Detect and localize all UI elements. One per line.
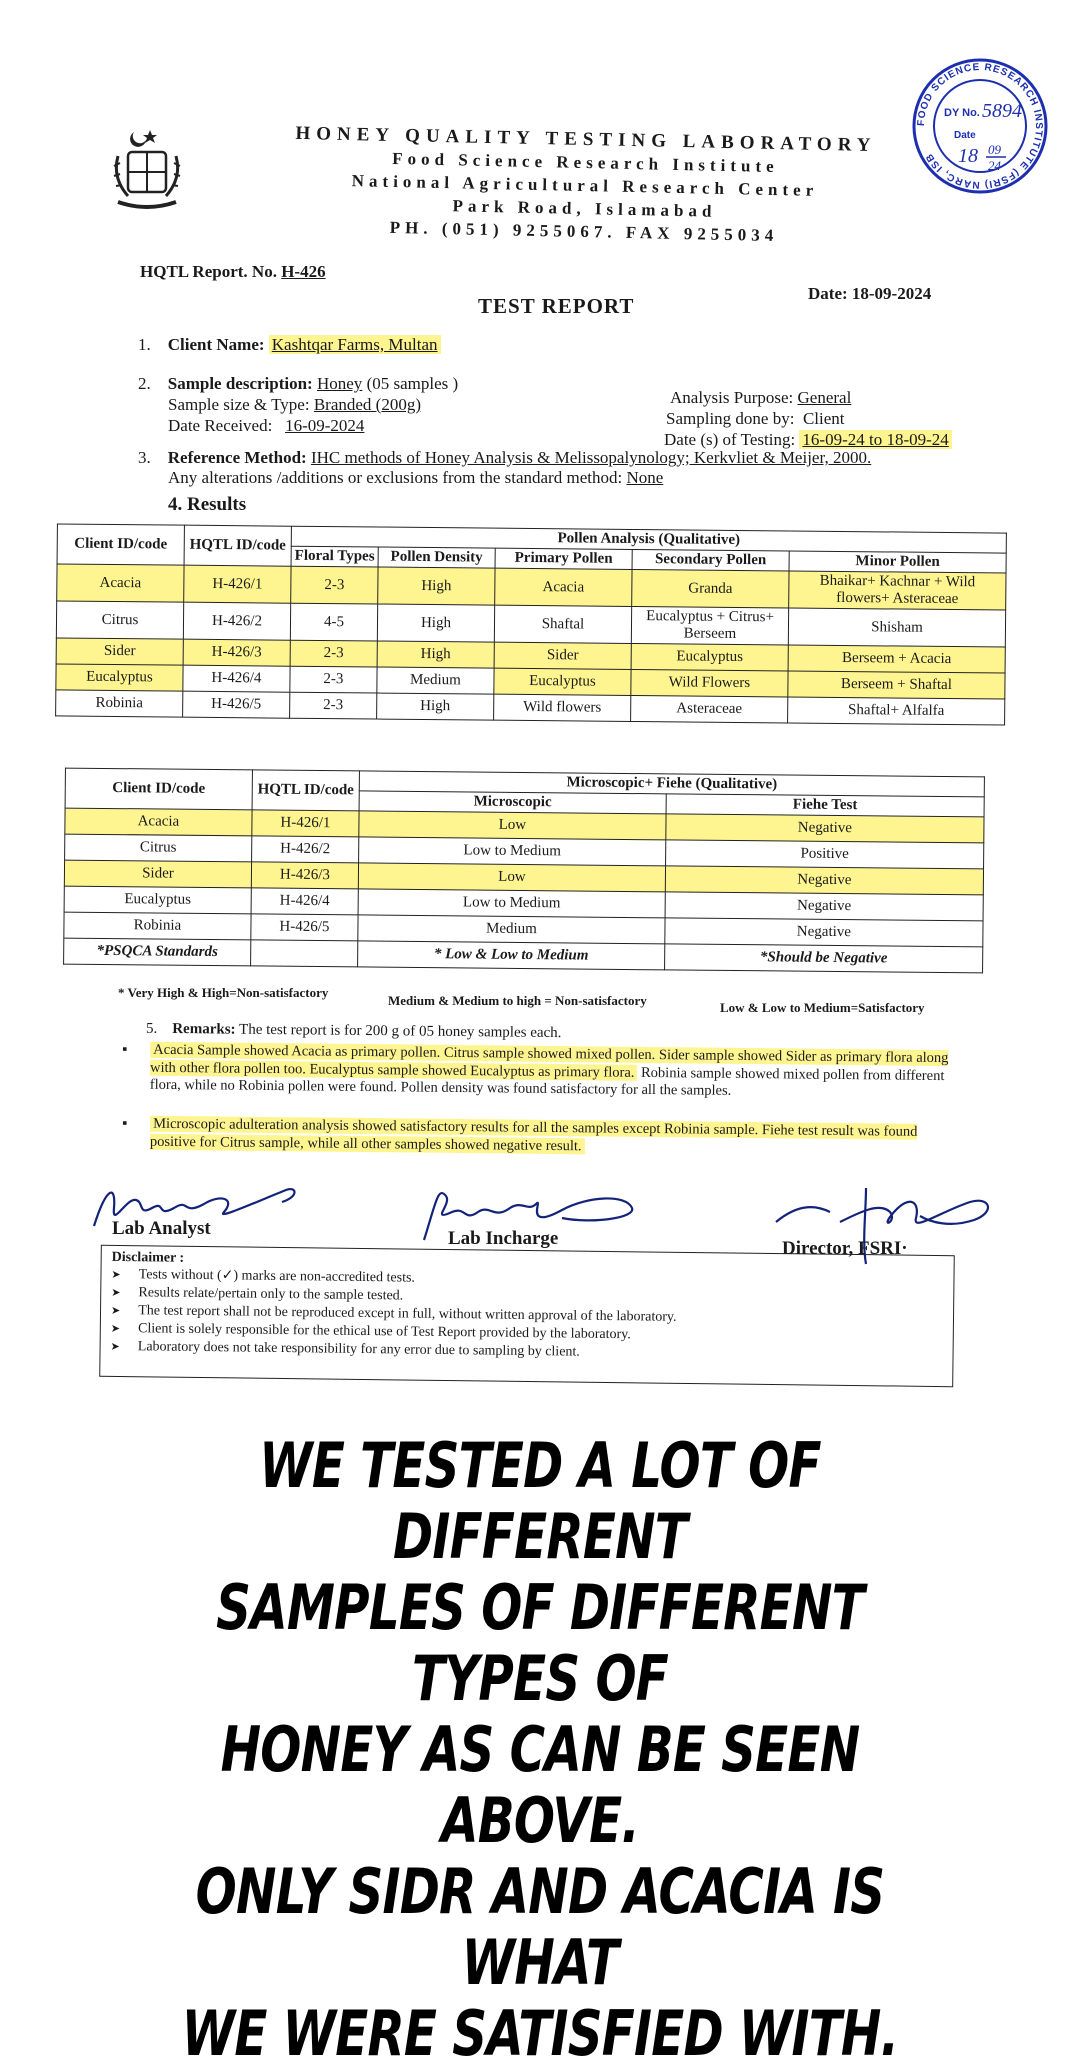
cell-client: Sider <box>56 638 183 665</box>
cell-microscopic: Low to Medium <box>358 889 665 918</box>
client-line <box>138 335 441 355</box>
col-secondary: Secondary Pollen <box>632 549 789 571</box>
caption-line: HONEY AS CAN BE SEEN ABOVE. <box>220 1713 860 1857</box>
cell-fiehe: Positive <box>666 840 984 869</box>
remark-bullet-pollen <box>122 1041 961 1103</box>
size-value: Branded (200g) <box>313 395 421 414</box>
cell-hqtl: H-426/4 <box>251 888 358 915</box>
stamp-date-label: Date <box>954 130 976 141</box>
cell-density: High <box>377 693 494 720</box>
disclaimer-list <box>110 1266 677 1363</box>
report-date: Date: 18-09-2024 <box>808 284 932 303</box>
caption-line: ONLY SIDR AND ACACIA IS WHAT <box>195 1855 885 1999</box>
cell-density: High <box>377 604 494 642</box>
cell-hqtl: H-426/2 <box>183 602 290 640</box>
cell-primary: Acacia <box>495 568 632 606</box>
lab-incharge-label: Lab Incharge <box>448 1228 559 1249</box>
cell-client: Eucalyptus <box>56 664 183 691</box>
cell-minor: Berseem + Acacia <box>788 645 1005 673</box>
disclaimer-box <box>99 1245 955 1387</box>
cell-fiehe: Negative <box>665 918 983 947</box>
sample-size-line <box>168 395 421 415</box>
cell-minor: Shaftal+ Alfalfa <box>788 697 1005 725</box>
cell-density: High <box>377 641 494 668</box>
reference-label: Reference Method: <box>167 448 307 467</box>
cell-primary: Shaftal <box>494 605 631 643</box>
cell-floral: 4-5 <box>290 603 377 641</box>
cell-client: Acacia <box>57 564 184 602</box>
cell-hqtl: H-426/1 <box>252 810 359 837</box>
cell-client: Acacia <box>65 808 252 836</box>
disclaimer-item: ➤ Results relate/pertain only to the sample tested. <box>111 1284 677 1309</box>
size-label: Sample size & Type: <box>168 395 310 414</box>
cell-fiehe: Negative <box>666 814 984 843</box>
lab-name: HONEY QUALITY TESTING LABORATORY <box>295 122 877 157</box>
cell-hqtl: H-426/5 <box>251 914 358 941</box>
cell-standards-label: *PSQCA Standards <box>64 938 251 966</box>
cell-secondary: Granda <box>632 569 789 608</box>
cell-secondary: Eucalyptus + Citrus+ Berseem <box>631 606 788 645</box>
microscopic-fiehe-table <box>63 768 985 974</box>
report-number <box>140 262 326 282</box>
cell-primary: Sider <box>494 642 631 669</box>
col-client: Client ID/code <box>57 524 184 565</box>
cell-minor: Shisham <box>788 608 1005 647</box>
cell-fiehe: Negative <box>665 866 983 895</box>
cell-primary: Wild flowers <box>494 694 631 721</box>
cell-density: Medium <box>377 667 494 694</box>
remark-bullet-microscopic <box>122 1115 960 1159</box>
received-label: Date Received: <box>168 416 273 435</box>
lab-phone: PH. (051) 9255067. FAX 9255034 <box>389 217 779 246</box>
analysis-purpose-line <box>670 388 851 408</box>
cell-floral: 2-3 <box>290 692 377 719</box>
cell-microscopic: Low <box>358 863 665 892</box>
item-number: 5. <box>145 1020 158 1037</box>
cell-floral: 2-3 <box>290 640 377 667</box>
item-number: 3. <box>138 448 151 467</box>
purpose-value: General <box>797 388 852 407</box>
cell-empty <box>251 940 358 967</box>
institute-name: Food Science Research Institute <box>392 148 779 177</box>
received-stamp <box>910 56 1050 196</box>
item-number: 1. <box>138 335 151 354</box>
disclaimer-item: ➤ Client is solely responsible for the ethical use of Test Report provided by the laboratory. <box>111 1320 677 1345</box>
sampling-line <box>666 409 845 429</box>
sample-count: (05 samples ) <box>366 374 459 393</box>
col-group-pollen: Pollen Analysis (Qualitative) <box>291 526 1006 553</box>
report-number-value: H-426 <box>281 262 326 281</box>
testing-label: Date (s) of Testing: <box>664 430 796 449</box>
report-number-label: HQTL Report. No. <box>140 262 277 281</box>
cell-secondary: Asteraceae <box>631 695 788 723</box>
reference-value: IHC methods of Honey Analysis & Melissopalynology; Kerkvliet & Meijer, 2000. <box>310 448 872 467</box>
cell-secondary: Wild Flowers <box>631 669 788 697</box>
testing-date-line <box>664 430 952 450</box>
cell-client: Robinia <box>64 912 251 940</box>
col-minor: Minor Pollen <box>789 551 1006 573</box>
sample-label: Sample description: <box>167 374 313 393</box>
center-name: National Agricultural Research Center <box>351 171 819 200</box>
cell-client: Eucalyptus <box>64 886 251 914</box>
svg-text:FOOD SCIENCE RESEARCH INSTITUT <box>916 62 1044 190</box>
client-label: Client Name: <box>167 335 265 354</box>
alterations-label: Any alterations /additions or exclusions from the standard method: <box>168 468 623 487</box>
lab-header <box>239 121 931 250</box>
cell-density: High <box>378 567 495 605</box>
cell-standards-fiehe: *Should be Negative <box>665 944 983 973</box>
report-title: TEST REPORT <box>478 294 635 318</box>
cell-hqtl: H-426/4 <box>183 665 290 692</box>
stamp-date-month: 09 <box>988 142 1001 157</box>
cell-client: Robinia <box>56 690 183 717</box>
cell-microscopic: Medium <box>358 915 665 944</box>
bullet-icon: ▪ <box>122 1041 128 1058</box>
government-emblem-icon <box>104 126 190 218</box>
results-heading: 4. Results <box>168 494 247 515</box>
col-fiehe: Fiehe Test <box>666 794 984 817</box>
cell-hqtl: H-426/3 <box>183 639 290 666</box>
cell-hqtl: H-426/2 <box>252 836 359 863</box>
cell-fiehe: Negative <box>665 892 983 921</box>
remark-pollen-highlight: Acacia Sample showed Acacia as primary pollen. Citrus sample showed mixed pollen. Sider sample showed Sider as primary flora along with other flora pollen too. Eucalyptus sample showed Eucalyptus as primary flora. <box>149 1041 949 1081</box>
cell-client: Sider <box>64 860 251 888</box>
received-value: 16-09-2024 <box>285 416 365 435</box>
caption-line: SAMPLES OF DIFFERENT TYPES OF <box>216 1571 864 1715</box>
disclaimer-item: ➤ The test report shall not be reproduced except in full, without written approval of the laboratory. <box>111 1302 677 1327</box>
remarks-label: Remarks: <box>172 1020 236 1038</box>
pollen-analysis-table <box>55 523 1007 725</box>
cell-hqtl: H-426/3 <box>251 862 358 889</box>
disclaimer-item: ➤ Laboratory does not take responsibility for any error due to sampling by client. <box>110 1338 676 1363</box>
overlay-caption <box>150 1430 930 2069</box>
item-number: 2. <box>138 374 151 393</box>
remark-pollen-rest: Robinia sample showed mixed pollen from different flora, while no Robinia pollen were found. Pollen density was found satisfactory for all the samples. <box>149 1064 945 1099</box>
alterations-value: None <box>626 468 664 487</box>
col-floral: Floral Types <box>291 546 378 567</box>
cell-primary: Eucalyptus <box>494 668 631 695</box>
col-group-microscopic: Microscopic+ Fiehe (Qualitative) <box>359 771 984 797</box>
cell-client: Citrus <box>56 601 183 639</box>
caption-line: WE TESTED A LOT OF DIFFERENT <box>259 1429 821 1573</box>
col-hqtl: HQTL ID/code <box>184 525 291 566</box>
director-label: Director, FSRI· <box>782 1238 908 1259</box>
stamp-date-day: 18 <box>958 145 978 167</box>
cell-microscopic: Low to Medium <box>359 837 666 866</box>
cell-floral: 2-3 <box>290 666 377 693</box>
disclaimer-item: ➤ Tests without (✓) marks are non-accredited tests. <box>111 1266 677 1291</box>
disclaimer-title: Disclaimer : <box>111 1249 185 1266</box>
cell-minor: Berseem + Shaftal <box>788 671 1005 699</box>
bullet-icon: ▪ <box>122 1115 128 1132</box>
col-client: Client ID/code <box>65 768 252 810</box>
remark-microscopic-text: Microscopic adulteration analysis showed satisfactory results for all the samples except Robinia sample. Fiehe test result was found positive for Citrus sample, while all other samples showed negative result. <box>149 1115 918 1154</box>
client-name: Kashtqar Farms, Multan <box>269 335 441 354</box>
legend-satisfactory: Low & Low to Medium=Satisfactory <box>720 1000 925 1015</box>
date-received-line <box>168 416 364 436</box>
cell-microscopic: Low <box>359 811 666 840</box>
testing-value: 16-09-24 to 18-09-24 <box>799 430 951 449</box>
alterations-line <box>168 468 663 488</box>
cell-hqtl: H-426/1 <box>184 565 291 603</box>
remarks-text: The test report is for 200 g of 05 honey samples each. <box>238 1021 562 1042</box>
stamp-dy-label: DY No. <box>944 107 980 119</box>
stamp-dy-number: 5894 <box>982 100 1022 122</box>
legend-nonsatisfactory-medium: Medium & Medium to high = Non-satisfactory <box>388 993 647 1008</box>
sample-description-line <box>138 374 458 394</box>
cell-minor: Bhaikar+ Kachnar + Wild flowers+ Asteraceae <box>789 571 1006 610</box>
legend-nonsatisfactory-high: * Very High & High=Non-satisfactory <box>118 985 329 1000</box>
cell-standards-micro: * Low & Low to Medium <box>358 941 665 970</box>
cell-floral: 2-3 <box>291 566 378 604</box>
stamp-ring-text: FOOD SCIENCE RESEARCH INSTITUTE (FSRI) NARC, ISB <box>915 61 1045 191</box>
lab-address: Park Road, Islamabad <box>452 196 717 221</box>
col-hqtl: HQTL ID/code <box>252 770 359 811</box>
col-density: Pollen Density <box>378 547 495 568</box>
purpose-label: Analysis Purpose: <box>670 388 794 407</box>
cell-secondary: Eucalyptus <box>631 643 788 671</box>
cell-hqtl: H-426/5 <box>183 691 290 718</box>
reference-method-line <box>138 448 871 468</box>
caption-line: WE WERE SATISFIED WITH. <box>181 1997 899 2070</box>
col-microscopic: Microscopic <box>359 791 666 814</box>
sampling-value: Client <box>802 409 845 428</box>
sampling-label: Sampling done by: <box>666 409 795 428</box>
lab-analyst-label: Lab Analyst <box>112 1218 211 1239</box>
stamp-date-year: 24 <box>988 158 1001 173</box>
sample-desc: Honey <box>316 374 363 393</box>
cell-client: Citrus <box>65 834 252 862</box>
col-primary: Primary Pollen <box>495 548 632 569</box>
